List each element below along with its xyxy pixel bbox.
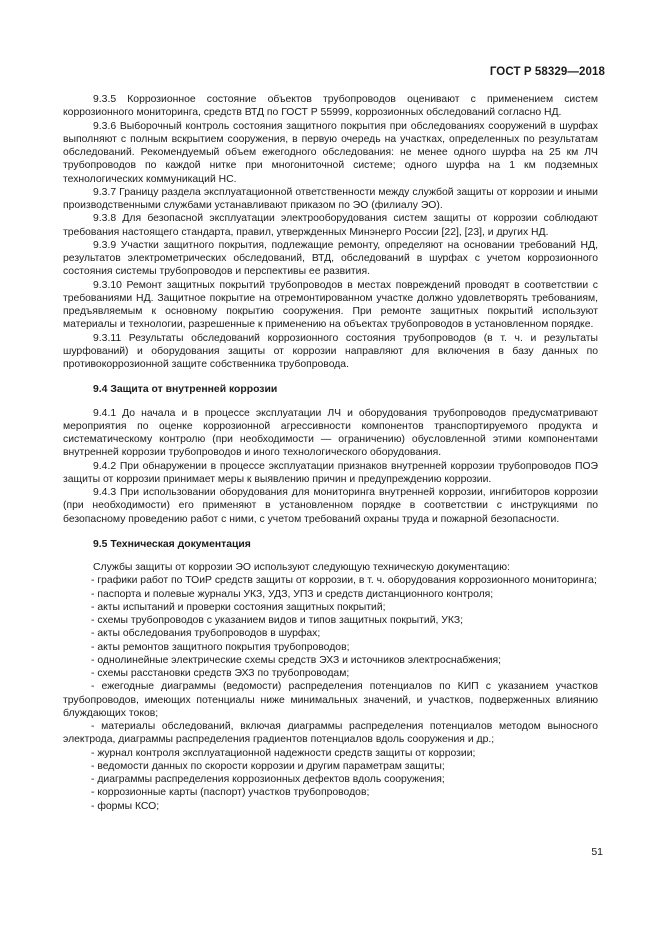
- list-item: - схемы расстановки средств ЭХЗ по трубопроводам;: [91, 668, 350, 679]
- paragraph-9-3-11: 9.3.11 Результаты обследований коррозионного состояния трубопроводов (в т. ч. и результаты шурфований) и оборудования защиты от коррозии направляют для включения в базу данных по противокоррозионной защите собственника трубопровода.: [63, 332, 598, 370]
- list-item: - графики работ по ТОиР средств защиты от коррозии, в т. ч. оборудования коррозионного мониторинга;: [91, 575, 597, 587]
- paragraph-9-4-2: 9.4.2 При обнаружении в процессе эксплуатации признаков внутренней коррозии трубопроводов ПОЭ защиты от коррозии принимает меры к выявлению причин и предупреждению коррозии.: [63, 460, 598, 485]
- paragraph-9-3-9: 9.3.9 Участки защитного покрытия, подлежащие ремонту, определяют на основании требований НД, результатов электрометрических обследований, ВТД, обследований в шурфах с учетом коррозионного состояния системы трубопроводов и перспективы ее развития.: [63, 239, 598, 278]
- paragraph-9-4-1: 9.4.1 До начала и в процессе эксплуатации ЛЧ и оборудования трубопроводов предусматривают мероприятия по оценке коррозионной агрессивности компонентов транспортируемого продукта и систематическому контролю (при необходимости — ограничению) обусловленной этими компонентами внутренней коррозии трубопроводов и иного технологического оборудования.: [63, 407, 598, 459]
- paragraph-9-5-intro: Службы защиты от коррозии ЭО используют следующую техническую документацию:: [93, 562, 510, 573]
- list-item: - однолинейные электрические схемы средств ЭХЗ и источников электроснабжения;: [91, 654, 502, 666]
- document-code: ГОСТ Р 58329—2018: [489, 66, 605, 78]
- paragraph-9-3-6: 9.3.6 Выборочный контроль состояния защитного покрытия при обследованиях сооружений в шурфах выполняют с полным вскрытием сооружения, в первую очередь на участках, определенных по результатам обследований. Рекомендуемый объем ежегодного обследования: не менее одного шурфа на 25 км ЛЧ трубопроводов по каждой нитке при многониточной системе; одного шурфа на 1 км подземных технологических коммуникаций НС.: [63, 120, 598, 185]
- paragraph-9-4-3: 9.4.3 При использовании оборудования для мониторинга внутренней коррозии, ингибиторов коррозии (при необходимости) его применяют в установленном порядке в соответствии с инструкциями по безопасному проведению работ с ними, с учетом требований охраны труда и пожарной безопасности.: [63, 487, 598, 525]
- list-item: - акты испытаний и проверки состояния защитных покрытий;: [91, 601, 386, 613]
- list-item: - схемы трубопроводов с указанием видов и типов защитных покрытий, УКЗ;: [91, 615, 463, 626]
- paragraph-9-3-7: 9.3.7 Границу раздела эксплуатационной ответственности между службой защиты от коррозии и иными производственными службами устанавливают приказом по ЭО (филиалу ЭО).: [63, 186, 598, 211]
- list-item: - диаграммы распределения коррозионных дефектов вдоль сооружения;: [91, 774, 445, 785]
- list-item: - ведомости данных по скорости коррозии и другим параметрам защиты;: [91, 760, 445, 772]
- section-heading-9-4: 9.4 Защита от внутренней коррозии: [93, 384, 278, 396]
- paragraph-9-3-8: 9.3.8 Для безопасной эксплуатации электрооборудования систем защиты от коррозии соблюдают требования настоящего стандарта, правил, утвержденных Минэнерго России [22], [23], и других НД.: [63, 213, 598, 238]
- list-item: - материалы обследований, включая диаграммы распределения потенциалов методом выносного электрода, диаграммы распределения градиентов потенциалов вдоль сооружения и др.;: [63, 721, 598, 746]
- paragraph-9-3-5: 9.3.5 Коррозионное состояние объектов трубопроводов оценивают с применением систем коррозионного мониторинга, средств ВТД по ГОСТ Р 55999, коррозионных обследований согласно НД.: [63, 94, 598, 119]
- list-item: - коррозионные карты (паспорт) участков трубопроводов;: [91, 787, 370, 799]
- list-item: - формы КСО;: [91, 800, 160, 812]
- list-item: - акты обследования трубопроводов в шурфах;: [91, 628, 321, 640]
- section-heading-9-5: 9.5 Техническая документация: [93, 538, 251, 550]
- list-item: - паспорта и полевые журналы УКЗ, УДЗ, УПЗ и средств дистанционного контроля;: [91, 588, 494, 600]
- paragraph-9-3-10: 9.3.10 Ремонт защитных покрытий трубопроводов в местах повреждений проводят в соответствии с требованиями НД. Защитное покрытие на отремонтированном участке должно удовлетворять требованиям, предъявляемым к основному покрытию сооружения. При ремонте защитных покрытий используют материалы и технологии, разрешенные к применению на объектах трубопроводов в установленном порядке.: [63, 279, 598, 331]
- list-item: - ежегодные диаграммы (ведомости) распределения потенциалов по КИП с указанием участков трубопроводов, имеющих потенциалы ниже минимальных значений, и участков, подверженных влиянию блуждающих токов;: [63, 681, 598, 719]
- page-number: 51: [591, 846, 603, 858]
- document-body: [63, 93, 598, 813]
- list-item: - журнал контроля эксплуатационной надежности средств защиты от коррозии;: [91, 747, 476, 759]
- list-item: - акты ремонтов защитного покрытия трубопроводов;: [91, 641, 350, 653]
